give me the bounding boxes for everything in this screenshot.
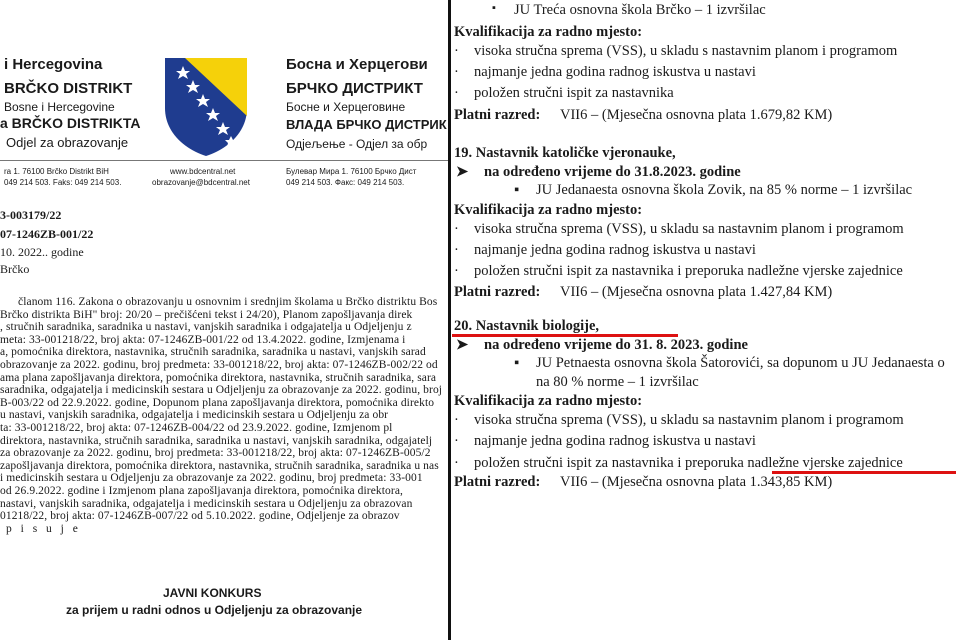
ref-place: Brčko [0, 262, 30, 276]
bullet-dot: · [454, 64, 459, 80]
s19-period: na određeno vrijeme do 31.8.2023. godine [484, 164, 741, 180]
top-salary-label: Platni razred: [454, 107, 541, 123]
konkurs-title: JAVNI KONKURS [163, 586, 262, 600]
s20-req-3: položen stručni ispit za nastavnika i preporuka nadležne vjerske zajednice [474, 455, 903, 471]
header-cyrillic-line4: ВЛАДА БРЧКО ДИСТРИК [286, 117, 447, 132]
s20-salary: VII6 – (Mjesečna osnovna plata 1.343,85 KM) [560, 474, 833, 490]
top-salary: VII6 – (Mjesečna osnovna plata 1.679,82 KM) [560, 107, 833, 123]
s20-req-2: najmanje jedna godina radnog iskustva u nastavi [474, 433, 756, 449]
arrow-icon: ➤ [456, 337, 469, 353]
contact-website: www.bdcentral.net [170, 167, 236, 176]
right-document-page [452, 0, 960, 640]
body-line: nastavi, vanjskih saradnika, odgajatelja i medicinskih sestara u Odjeljenju za obrazovan [0, 497, 413, 510]
body-line: ta: 33-001218/22, broj akta: 07-1246ZB-004/22 od 23.9.2022. godine, Izmjenom pl [0, 422, 393, 434]
body-line: zapošljavanja direktora, pomoćnika direktora, nastavnika, stručnih saradnika, saradnika u nas [0, 459, 439, 472]
square-bullet-icon: ▪ [514, 182, 520, 198]
bullet-dot: · [454, 242, 459, 258]
s20-salary-label: Platni razred: [454, 474, 541, 490]
top-kval-label: Kvalifikacija za radno mjesto: [454, 24, 643, 40]
s20-req-1: visoka stručna sprema (VSS), u skladu sa nastavnim planom i programom [474, 412, 904, 428]
header-cyrillic-line5: Одјељење - Одјел за обр [286, 137, 428, 151]
top-school: ▪ JU Treća osnovna škola Brčko – 1 izvršilac [514, 2, 766, 19]
square-bullet-icon: ▪ [514, 355, 520, 371]
s20-kval-label: Kvalifikacija za radno mjesto: [454, 393, 643, 409]
top-req-2: najmanje jedna godina radnog iskustva u nastavi [474, 64, 756, 80]
header-latin-line3: Bosne i Hercegovine [4, 100, 115, 114]
s19-salary: VII6 – (Mjesečna osnovna plata 1.427,84 KM) [560, 284, 833, 300]
header-rule [0, 160, 448, 161]
s19-req-1: visoka stručna sprema (VSS), u skladu sa nastavnim planom i programom [474, 221, 904, 237]
ref-date: 10. 2022.. godine [0, 245, 84, 259]
bullet-dot: · [454, 263, 459, 279]
header-latin-line1: i Hercegovina [4, 56, 103, 73]
s20-title: 20. Nastavnik biologije, [454, 318, 600, 334]
body-line: i medicinskih sestara u Odjeljenju za obrazovanje za 2022. godinu, broj predmeta: 33-001 [0, 472, 423, 485]
contact-email: obrazovanje@bdcentral.net [152, 178, 250, 187]
s19-salary-label: Platni razred: [454, 284, 541, 300]
s20-period: na određeno vrijeme do 31. 8. 2023. godine [484, 337, 748, 353]
body-line: p i s u j e [6, 522, 81, 535]
body-line: obrazovanje za 2022. godinu, broj predmeta: 33-001218/22, broj akta: 07-1246ZB-002/22 od [0, 359, 438, 371]
body-line: od 26.9.2022. godine i Izmjenom plana zapošljavanja direktora, pomoćnika direktora, [0, 485, 404, 497]
body-line: saradnika, odgajatelja i medicinskih sestara u Odjeljenju za obrazovanje za 2022. godinu, broj [0, 384, 443, 397]
body-line: Brčko distrikta BiH" broj: 20/20 – prečišćeni tekst i 24/20), Planom zapošljavanja direk [0, 308, 413, 321]
bullet-dot: · [454, 412, 459, 428]
s19-kval-label: Kvalifikacija za radno mjesto: [454, 202, 643, 218]
body-line: ama plana zapošljavanja direktora, pomoćnika direktora, nastavnika, stručnih saradnika, sara [0, 371, 437, 384]
header-latin-line5: Odjel za obrazovanje [6, 135, 129, 150]
header-latin-line4: a BRČKO DISTRIKTA [0, 115, 141, 131]
body-line: , stručnih saradnika, saradnika u nastavi, vanjskih saradnika i odgajatelja u Odjeljenju z [0, 321, 412, 334]
konkurs-subtitle: za prijem u radni odnos u Odjeljenju za obrazovanje [66, 603, 363, 617]
contact-cyrillic-phone: 049 214 503. Факс: 049 214 503. [286, 178, 405, 187]
top-req-3: položen stručni ispit za nastavnika [474, 85, 674, 101]
body-line: u nastavi, vanjskih saradnika, odgajatelja i medicinskih sestara u Odjeljenju za obr [0, 409, 389, 422]
body-line: 01218/22, broj akta: 07-1246ZB-007/22 od 5.10.2022. godine, Odjeljenje za obrazov [0, 510, 400, 523]
ref-number: 3-003179/22 [0, 208, 62, 222]
header-cyrillic-line2: БРЧКО ДИСТРИКТ [286, 80, 423, 97]
body-line: za obrazovanje za 2022. godinu, broj predmeta: 33-001218/22, broj akta: 07-1246ZB-005/2 [0, 447, 431, 460]
body-line: direktora, nastavnika, stručnih saradnika, saradnika u nastavi, vanjskih saradnika, odgajatelj [0, 434, 433, 447]
s19-title: 19. Nastavnik katoličke vjeronauke, [454, 145, 676, 161]
page-divider [448, 0, 451, 640]
contact-latin-address: ra 1. 76100 Brčko Distrikt BiH [4, 167, 109, 176]
bullet-dot: · [454, 43, 459, 59]
header-cyrillic-line1: Босна и Херцегови [286, 56, 428, 73]
s19-req-3: položen stručni ispit za nastavnika i preporuka nadležne vjerske zajednice [474, 263, 903, 279]
header-latin-line2: BRČKO DISTRIKT [4, 80, 133, 97]
s20-school-norm: na 80 % norme – 1 izvršilac [536, 374, 699, 390]
bullet-dot: · [454, 455, 459, 471]
left-document-page [0, 0, 448, 640]
top-req-1: visoka stručna sprema (VSS), u skladu s nastavnim planom i programom [474, 43, 898, 59]
body-line: a, pomoćnika direktora, nastavnika, stručnih saradnika, saradnika u nastavi, vanjskih sarad [0, 346, 426, 359]
contact-cyrillic-address: Булевар Мира 1. 76100 Брчко Дист [286, 167, 417, 176]
body-line: meta: 33-001218/22, broj akta: 07-1246ZB-001/22 od 13.4.2022. godine, Izmjenama i [0, 333, 406, 346]
header-cyrillic-line3: Босне и Херцеговине [286, 100, 406, 114]
bullet-dot: · [454, 85, 459, 101]
bullet-dot: · [454, 433, 459, 449]
s20-school: JU Petnaesta osnovna škola Šatorovići, sa dopunom u JU Jedanaesta o [536, 355, 945, 371]
ref-act-number: 07-1246ZB-001/22 [0, 227, 94, 241]
arrow-icon: ➤ [456, 164, 469, 180]
bullet-dot: · [454, 221, 459, 237]
body-line: članom 116. Zakona o obrazovanju u osnovnim i srednjim školama u Brčko distriktu Bos [18, 296, 438, 308]
coat-of-arms-icon [163, 56, 249, 158]
contact-latin-phone: 049 214 503. Faks: 049 214 503. [4, 178, 122, 187]
s19-school: JU Jedanaesta osnovna škola Zovik, na 85 % norme – 1 izvršilac [536, 182, 913, 198]
body-line: B-003/22 od 22.9.2022. godine, Dopunom plana zapošljavanja direktora, pomoćnika direkto [0, 396, 435, 409]
s19-req-2: najmanje jedna godina radnog iskustva u nastavi [474, 242, 756, 258]
